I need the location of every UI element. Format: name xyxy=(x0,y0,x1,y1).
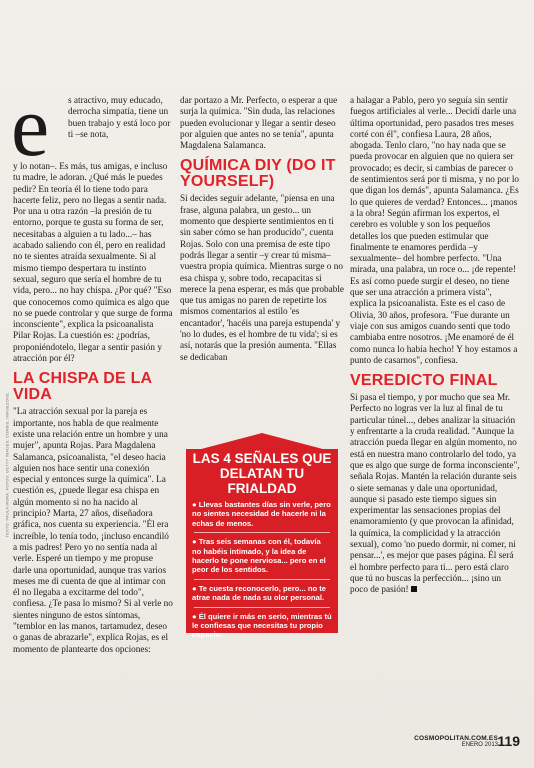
paragraph-perfecto: dar portazo a Mr. Perfecto, o esperar a que surja la química. "Sin duda, las relaciones pueden evolucionar y llegar a sentir deseo por alguien que antes no se tenía", apunta Magdalena Salamanca. xyxy=(180,96,338,152)
signals-box xyxy=(186,433,338,640)
end-mark-icon xyxy=(411,586,417,592)
dropcap-letter: e xyxy=(11,78,50,174)
column-1 xyxy=(11,78,173,656)
section-heading-chispa: LA CHISPA DE LA VIDA xyxy=(13,370,152,404)
intro-lead-text: s atractivo, muy educado, derrocha simpatía, tiene un buen trabajo y está loco por ti –se nota, xyxy=(68,96,171,140)
footer-site: COSMOPOLITAN.COM.ES xyxy=(414,735,498,742)
signals-box-body xyxy=(186,449,338,640)
signal-divider xyxy=(194,532,330,533)
signals-box-title: LAS 4 SEÑALES QUE DELATAN TU FRIALDAD xyxy=(192,451,332,496)
section-heading-quimica: QUÍMICA DIY (DO IT YOURSELF) xyxy=(180,157,336,191)
signal-item-text: Él quiere ir más en serio, mientras tú le confiesas que necesitas tu propio espacio. xyxy=(192,611,332,640)
signal-divider xyxy=(194,579,330,580)
column-2 xyxy=(180,96,344,364)
paragraph-chispa: "La atracción sexual por la pareja es importante, nos habla de que realmente existe una relación entre un hombre y una mujer", apunta Rojas. Para Magdalena Salamanca, psicoanalista, "el deseo hacia alguien nos hace sentir una conexión especial y entonces surge la química". La cuestión es, ¿puede llegar esa chispa en algún momento si no ha nacido al principio? Marta, 27 años, diseñadora gráfica, nos cuenta su experiencia. "Él era increíble, lo tenía todo, ¡incluso encandiló a mis padres! Pero yo no sentía nada al verle. Esperé un tiempo y me propuse darle una oportunidad, aunque tras varios meses me di cuenta de que al intimar con él no llegaba a excitarme del todo", confiesa. ¿Te pasa lo mismo? Si al verle no sientes ninguno de estos síntomas, "temblor en las manos, tartamudez, deseo o ganas de abrazarle", explica Rojas, es el momento de plantearte dos opciones: xyxy=(13,407,173,655)
paragraph-veredicto xyxy=(350,393,520,596)
signal-item: ● Tras seis semanas con él, todavía no habéis intimado, y la idea de hacerlo te pone nerviosa... pero en el peor de los sentidos. xyxy=(192,537,326,575)
signal-divider xyxy=(194,607,330,608)
page-number: 119 xyxy=(497,733,520,749)
signal-item-text: Te cuesta reconocerlo, pero... no te atrae nada de nada su olor personal. xyxy=(192,583,327,603)
signal-item: ● Te cuesta reconocerlo, pero... no te atrae nada de nada su olor personal. xyxy=(192,583,327,603)
signal-item: ● Llevas bastantes días sin verle, pero no sientes necesidad de hacerle ni la echas de menos. xyxy=(192,500,331,528)
paragraph-pablo: a halagar a Pablo, pero yo seguía sin sentir fuegos artificiales al verle... Decidí darle una última oportunidad, pero pasados tres meses corté con él", confiesa Laura, 28 años, abogada. Tenlo claro, "no hay nada que se pueda provocar en alguien que no quiera ser provocado; es decir, si cambias de parecer o de sentimientos será por ti misma, y no por lo que digan los demás", apunta Salamanca. ¿Es lo que quieres de verdad? Entonces... ¡manos a la obra! Según afirman los expertos, el cerebro es voluble y son los pequeños detalles los que pueden estimular que finalmente te enamores perdida –y sexualmente– del hombre perfecto. "Una mirada, una palabra, un roce o... ¡de repente! Es así como puede surgir el deseo, no tiene que ser una atracción a primera vista", explica la psicoanalista. Este es el caso de Olivia, 30 años, profesora. "Fue durante un viaje con sus amigos cuando sentí que todo cambiaba entre nosotros. ¡Me enamoré de él como nunca lo había hecho! Y hoy estamos a punto de casarnos", confiesa. xyxy=(350,96,520,366)
column-3 xyxy=(350,96,520,596)
intro-paragraph: y lo notan–. Es más, tus amigas, e incluso tu madre, le adoran. ¿Qué más le puedes pedir? En teoría él lo tiene todo para hacerte feliz, pero no llegas a sentir nada. Por una u otra razón –la presión de tu entorno, porque te gusta su forma de ser, necesitabas a alguien a tu lado...– has acabado saliendo con él, pero en realidad no te sientes atraída sexualmente. Si al mismo tiempo despertara tu instinto sexual, seguro que sería el hombre de tu vida, pero... no hay chispa. ¿Por qué? "Eso que conocemos como química es algo que no se puede controlar y que surge de forma inconsciente", explica la psicoanalista Pilar Rojas. La cuestión es: ¿podrías, proponiéndotelo, llegar a sentir pasión y atracción por él? xyxy=(13,162,173,365)
paragraph-quimica: Si decides seguir adelante, "piensa en una frase, alguna palabra, un gesto... un momento que despierte sentimientos en ti sin saber cómo se han producido", cuenta Rojas. Solo con una premisa de este tipo podrás llegar a sentir –y crear tú misma– vuestra propia química. Mientras surge o no esa chispa y, sobre todo, recapacitas si merece la pena esperar, es más que probable que tus amigas no paren de repetirte los mismos comentarios al estilo 'es encantador', 'hacéis una pareja estupenda' y 'no lo dudes, es el hombre de tu vida'; si es así, notarás que la presión aumenta. "Ellas se dedicaban xyxy=(180,194,344,363)
intro-block xyxy=(11,78,173,174)
signal-item: ● Él quiere ir más en serio, mientras tú le confiesas que necesitas tu propio espacio. xyxy=(192,611,332,640)
footer-date: ENERO 2013 xyxy=(461,742,498,748)
signal-item-text: Llevas bastantes días sin verle, pero no sientes necesidad de hacerle ni la echas de menos. xyxy=(192,500,331,528)
signal-item-text: Tras seis semanas con él, todavía no habéis intimado, y la idea de hacerlo te pone nerviosa... pero en el peor de los sentidos. xyxy=(192,537,326,575)
paragraph-veredicto-text: Si pasa el tiempo, y por mucho que sea Mr. Perfecto no logras ver la luz al final de tu particular túnel..., debes analizar la situación y enfrentarte a la cruda realidad. "Aunque la atracción pueda llegar en algún momento, no está en nuestra mano controlarlo del todo, ya que es algo que surge de forma inconsciente", señala Rojas. Mantén la relación durante seis o siete semanas y dale una oportunidad, aunque si pasado este tiempo sigues sin experimentar las sensaciones propias del enamoramiento (y que provocan la afinidad, la química, la complicidad y la atracción sexual), como 'no puedo dormir, ni comer, ni pensar...', es mejor que pases página. Él será el hombre perfecto para ti... pero está claro que tú no buscas la perfección... ¡sino un poco de pasión! xyxy=(350,393,520,596)
page-footer xyxy=(414,735,498,748)
section-heading-veredicto: VEREDICTO FINAL xyxy=(350,372,498,390)
photo-credit: TEXTO: PAULA MORA. FOTOS: GETTY IMAGES, CORBIS, IMAGEZONE. xyxy=(4,391,10,538)
